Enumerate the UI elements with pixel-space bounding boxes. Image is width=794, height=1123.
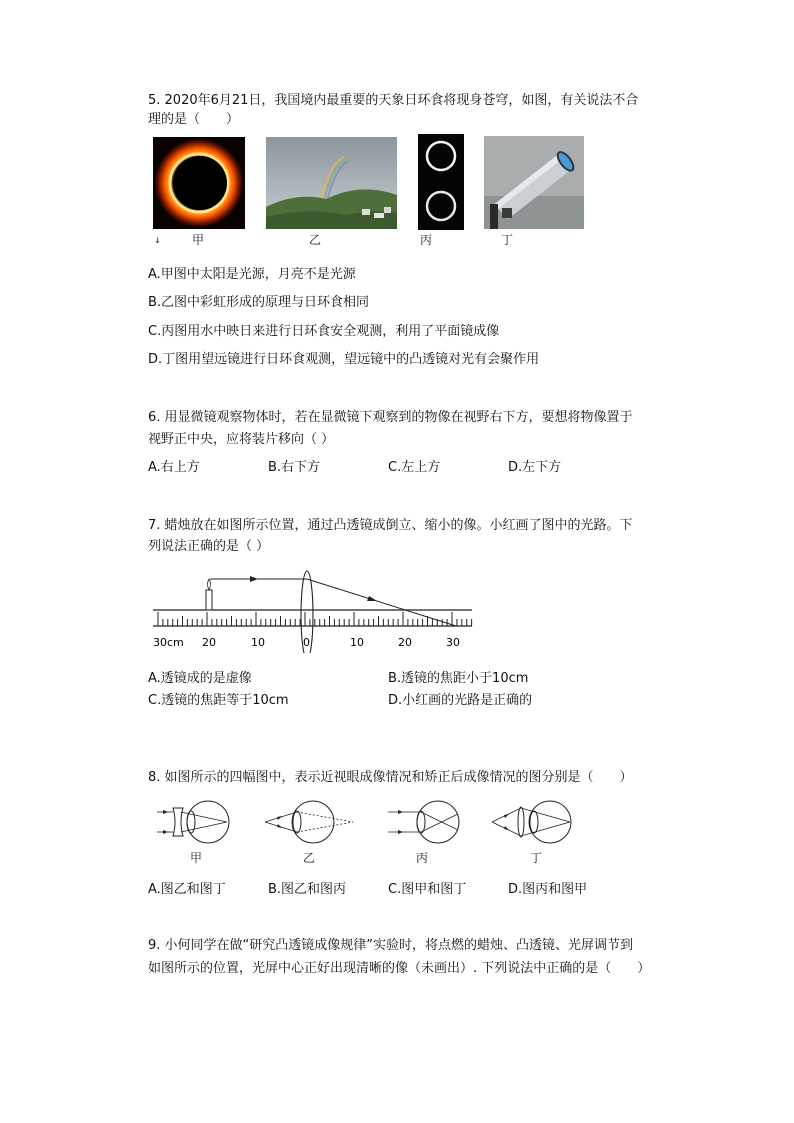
q6-stem-line1: 6. 用显微镜观察物体时，若在显微镜下观察到的物像在视野右下方，要想将物像置于 bbox=[148, 410, 633, 425]
q5-stem-line2: 理的是（ ） bbox=[148, 112, 240, 127]
q7-option-a[interactable]: A.透镜成的是虚像 bbox=[148, 671, 252, 686]
q7-option-c[interactable]: C.透镜的焦距等于10cm bbox=[148, 693, 289, 708]
q7-option-b[interactable]: B.透镜的焦距小于10cm bbox=[388, 671, 529, 686]
q6-option-d[interactable]: D.左下方 bbox=[508, 460, 562, 475]
eye-diagram-jia bbox=[155, 798, 235, 846]
q6-option-a[interactable]: A.右上方 bbox=[148, 460, 200, 475]
photo-rainbow bbox=[266, 137, 397, 229]
photo-eclipse-reflection bbox=[418, 134, 464, 230]
q8-option-b[interactable]: B.图乙和图丙 bbox=[268, 882, 347, 897]
q5-option-a[interactable]: A.甲图中太阳是光源，月亮不是光源 bbox=[148, 267, 356, 282]
ray-arrow-icon bbox=[367, 596, 377, 601]
q6-option-c[interactable]: C.左上方 bbox=[388, 460, 441, 475]
caption-bing: 丙 bbox=[416, 851, 429, 865]
ruler-label: 10 bbox=[350, 636, 364, 649]
photo-annular-eclipse bbox=[153, 137, 245, 229]
q5-option-c[interactable]: C.丙图用水中映日来进行日环食安全观测，利用了平面镜成像 bbox=[148, 324, 500, 339]
eye-diagram-yi bbox=[263, 798, 355, 846]
q7-stem-line2: 列说法正确的是（ ） bbox=[148, 539, 270, 554]
q5-option-b[interactable]: B.乙图中彩虹形成的原理与日环食相同 bbox=[148, 295, 370, 310]
q8-option-c[interactable]: C.图甲和图丁 bbox=[388, 882, 467, 897]
ruler-label: 20 bbox=[398, 636, 412, 649]
q6-option-b[interactable]: B.右下方 bbox=[268, 460, 321, 475]
caption-bing: 丙 bbox=[420, 233, 433, 247]
caption-yi: 乙 bbox=[303, 851, 316, 865]
q9-stem-line1: 9. 小何同学在做“研究凸透镜成像规律”实验时，将点燃的蜡烛、凸透镜、光屏调节到 bbox=[148, 938, 634, 953]
caption-yi: 乙 bbox=[309, 233, 322, 247]
q6-stem-line2: 视野正中央，应将装片移向（ ） bbox=[148, 432, 335, 447]
candle-flame-icon bbox=[208, 579, 211, 590]
q7-option-d[interactable]: D.小红画的光路是正确的 bbox=[388, 693, 533, 708]
ruler-label: 20 bbox=[202, 636, 216, 649]
ruler-ticks bbox=[158, 612, 472, 626]
candle-icon bbox=[206, 590, 212, 610]
q8-stem: 8. 如图所示的四幅图中，表示近视眼成像情况和矫正后成像情况的图分别是（ ） bbox=[148, 770, 633, 785]
ruler-label: 30cm bbox=[153, 636, 184, 649]
caption-ding: 丁 bbox=[530, 851, 543, 865]
q8-option-a[interactable]: A.图乙和图丁 bbox=[148, 882, 226, 897]
q5-option-d[interactable]: D.丁图用望远镜进行日环食观测，望远镜中的凸透镜对光有会聚作用 bbox=[148, 352, 540, 367]
eye-diagram-ding bbox=[490, 798, 574, 846]
ruler-label: 30 bbox=[446, 636, 460, 649]
caption-jia: 甲 bbox=[190, 851, 203, 865]
ruler-label: 0 bbox=[303, 636, 310, 649]
photo-telescope bbox=[484, 136, 584, 229]
caption-ding: 丁 bbox=[501, 233, 514, 247]
lens-ruler-diagram bbox=[150, 568, 480, 653]
caption-jia: 甲 bbox=[192, 233, 205, 247]
ruler-label: 10 bbox=[251, 636, 265, 649]
q5-stem-line1: 5. 2020年6月21日，我国境内最重要的天象日环食将现身苍穹，如图，有关说法不合 bbox=[148, 93, 639, 108]
q8-option-d[interactable]: D.图丙和图甲 bbox=[508, 882, 588, 897]
ray-arrow-icon bbox=[250, 576, 258, 582]
caption-mark: ↓ bbox=[154, 236, 161, 245]
q7-stem-line1: 7. 蜡烛放在如图所示位置，通过凸透镜成倒立、缩小的像。小红画了图中的光路。下 bbox=[148, 518, 633, 533]
q9-stem-line2: 如图所示的位置，光屏中心正好出现清晰的像（未画出）. 下列说法中正确的是（ ） bbox=[148, 961, 651, 976]
eye-diagram-bing bbox=[386, 798, 466, 846]
